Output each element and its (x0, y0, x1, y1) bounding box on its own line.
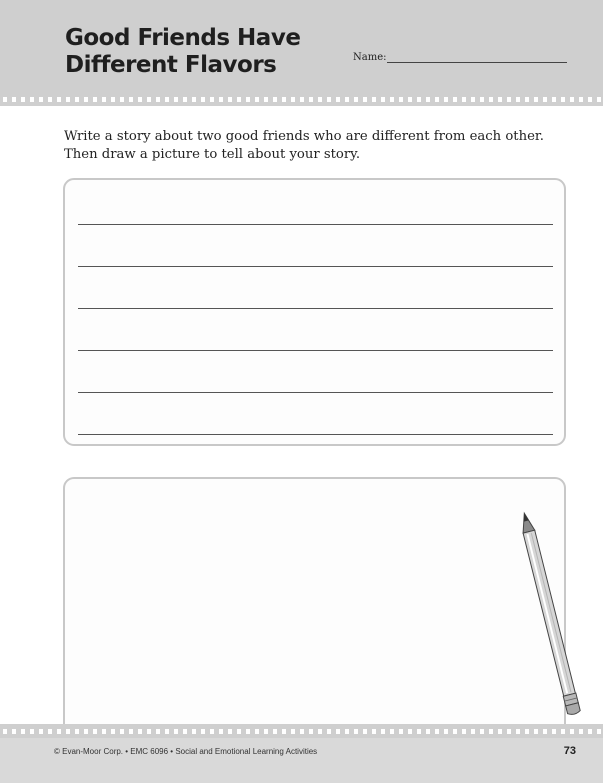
writing-line[interactable] (78, 392, 553, 393)
writing-line[interactable] (78, 434, 553, 435)
title-line-1: Good Friends Have (65, 25, 301, 51)
header-dash-border (0, 92, 603, 106)
instructions (64, 128, 554, 164)
footer-credit: © Evan-Moor Corp. • EMC 6096 • Social and Emotional Learning Activities (54, 747, 318, 756)
header-band (0, 0, 603, 92)
pencil-icon (510, 510, 590, 735)
title-line-2: Different Flavors (65, 52, 277, 78)
instructions-line-2: Then draw a picture to tell about your story. (64, 147, 361, 162)
drawing-box[interactable] (63, 477, 566, 737)
page-title (65, 25, 300, 79)
writing-line[interactable] (78, 266, 553, 267)
name-field-line[interactable] (387, 62, 567, 63)
writing-line[interactable] (78, 308, 553, 309)
name-label: Name: (353, 52, 387, 63)
instructions-line-1: Write a story about two good friends who are different from each other. (64, 129, 544, 144)
writing-line[interactable] (78, 350, 553, 351)
footer-dash-border (0, 724, 603, 738)
page-number: 73 (563, 745, 576, 757)
footer-band (0, 737, 603, 783)
writing-box[interactable] (63, 178, 566, 446)
writing-line[interactable] (78, 224, 553, 225)
